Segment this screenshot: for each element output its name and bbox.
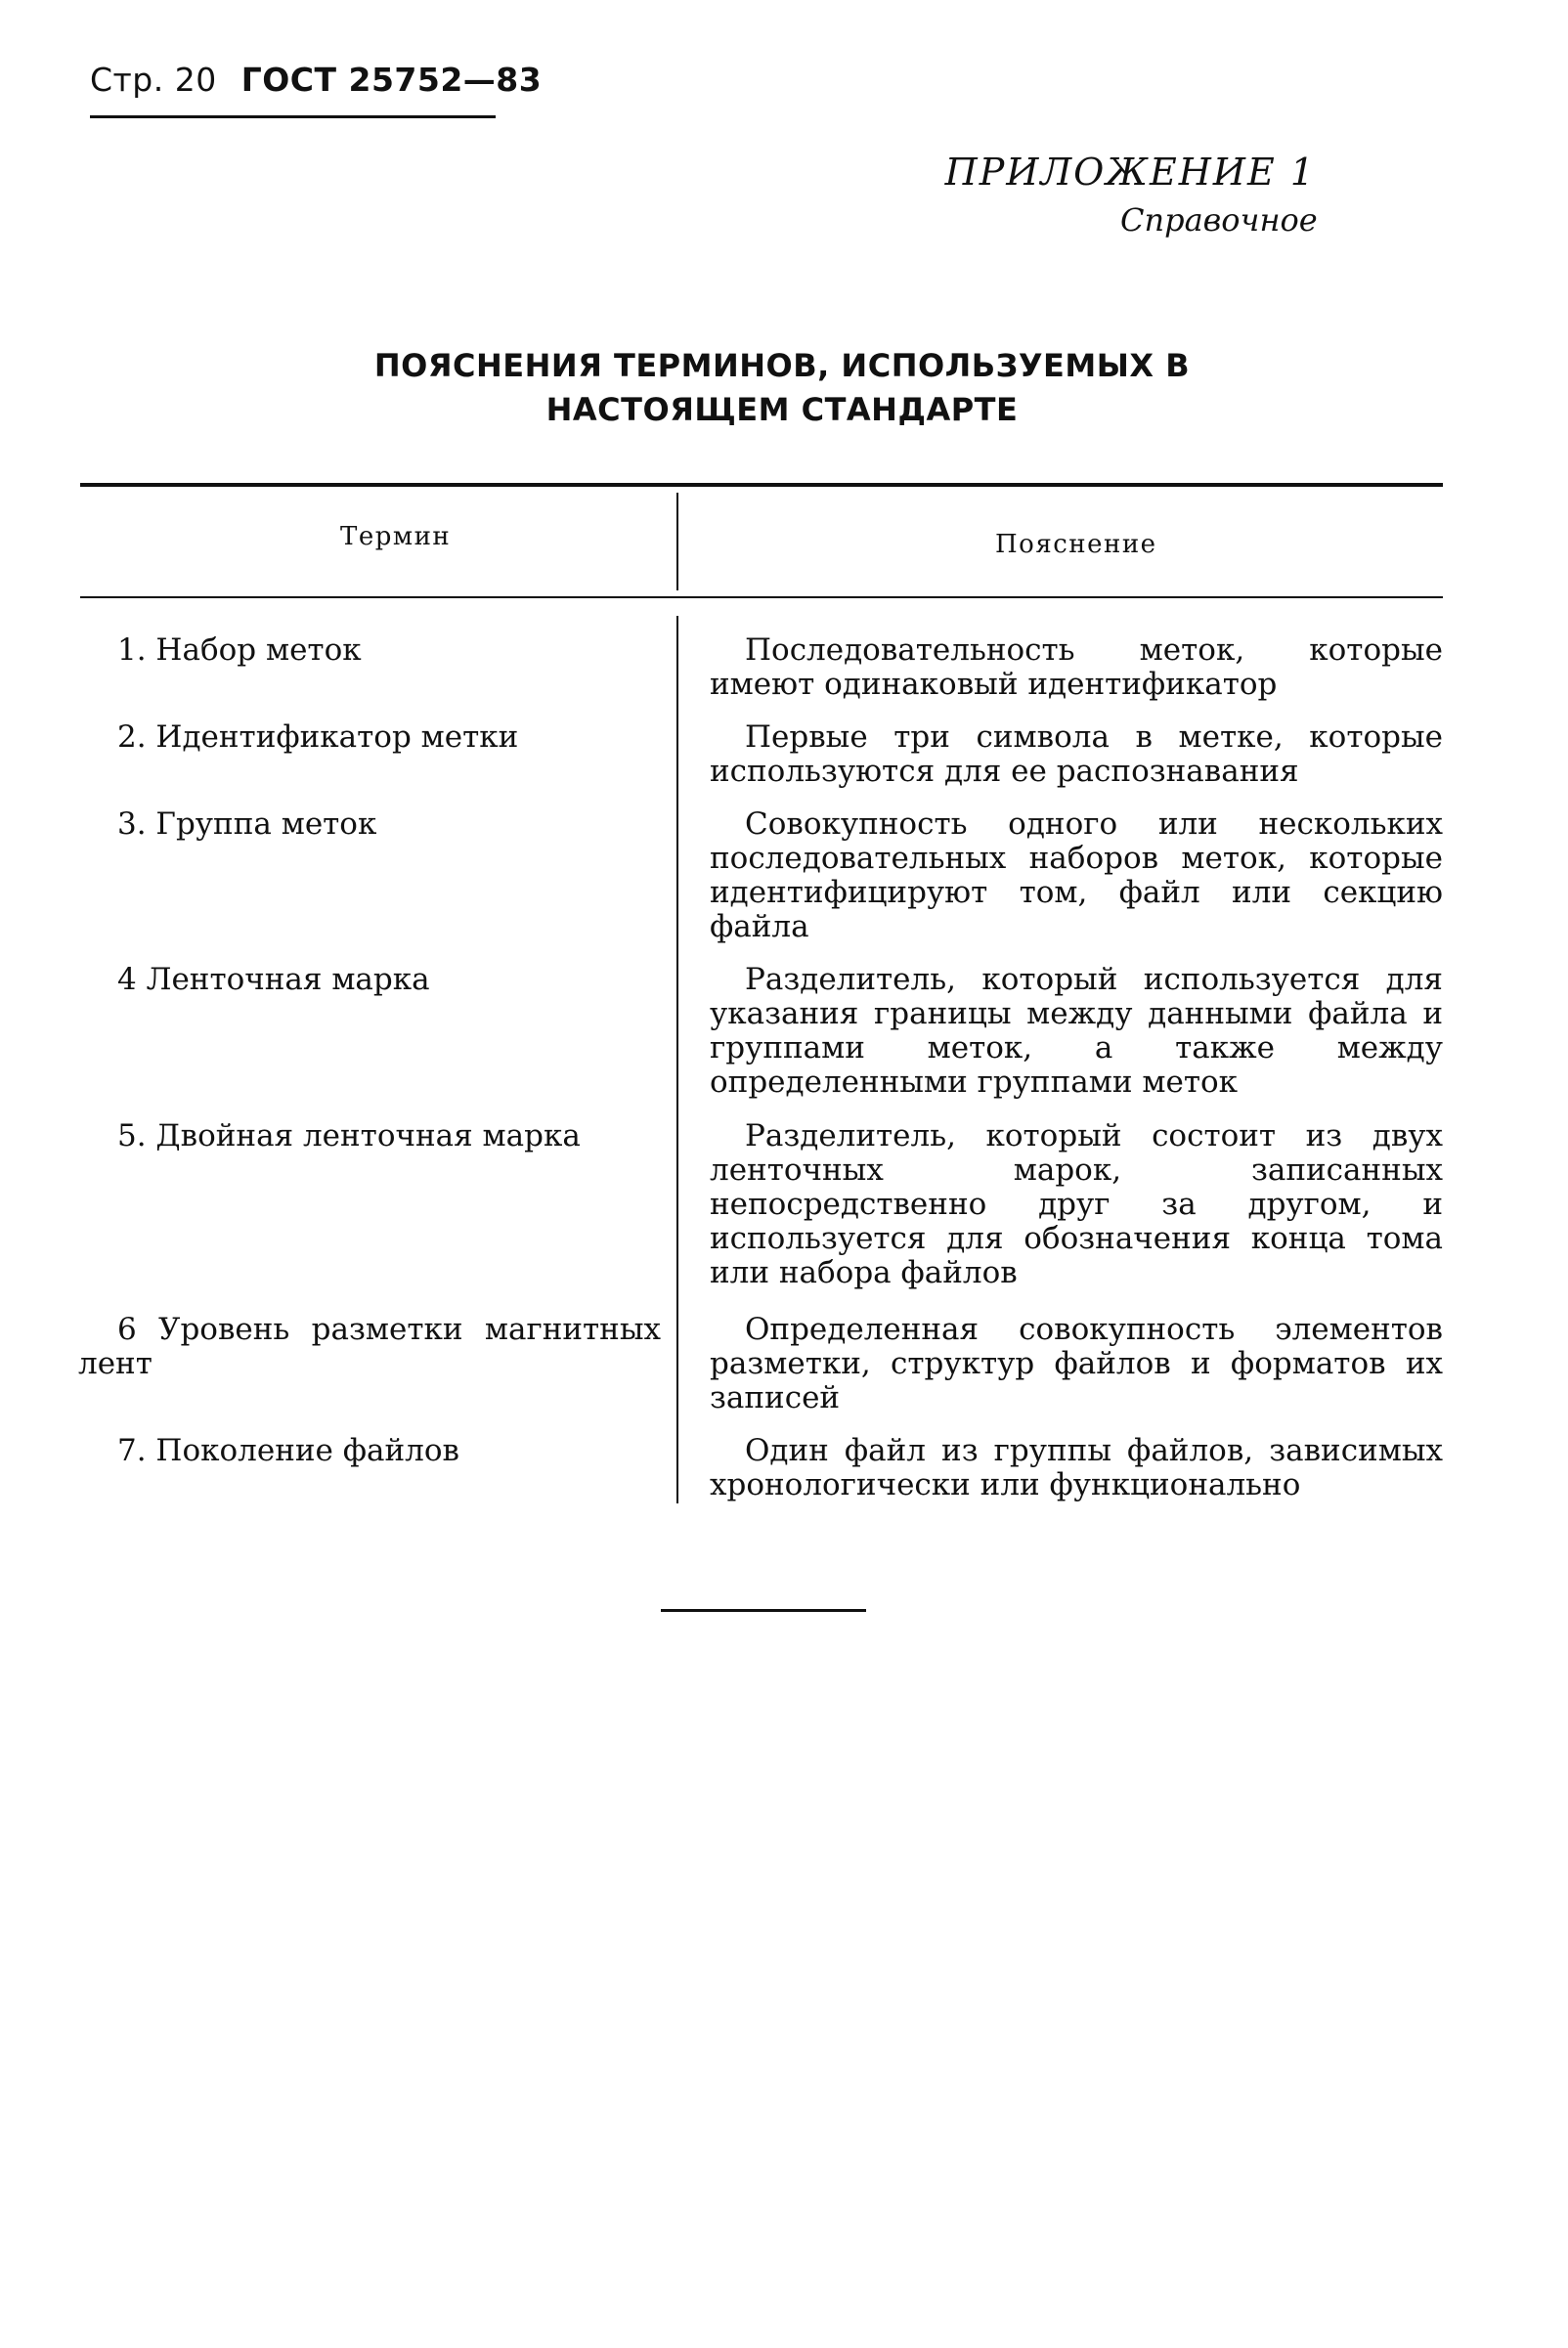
term-cell: 2. Идентификатор метки <box>117 719 519 755</box>
header-column-divider <box>676 493 678 590</box>
explanation-cell: Разделитель, который состоит из двух ленточных марок, записанных непосредственно друг за другом, и используется для обозначения конца тома или набора файлов <box>710 1118 1443 1290</box>
term-cell: 7. Поколение файлов <box>117 1433 459 1468</box>
column-header-explanation: Пояснение <box>995 530 1157 559</box>
body-column-divider <box>676 616 678 1503</box>
column-header-term: Термин <box>340 522 452 551</box>
term-cell: 6 Уровень разметки магнитных лент <box>78 1312 661 1381</box>
header-underline <box>90 115 496 118</box>
explanation-cell: Совокупность одного или нескольких последовательных наборов меток, которые идентифицируют том, файл или секцию файла <box>710 806 1443 944</box>
standard-number: ГОСТ 25752—83 <box>240 61 543 99</box>
document-title <box>254 344 1310 432</box>
appendix-title: ПРИЛОЖЕНИЕ 1 <box>944 151 1316 194</box>
page-number: Стр. 20 <box>90 61 217 99</box>
term-cell: 5. Двойная ленточная марка <box>117 1118 581 1153</box>
term-cell: 4 Ленточная марка <box>117 962 430 997</box>
explanation-cell: Последовательность меток, которые имеют одинаковый идентификатор <box>710 632 1443 702</box>
document-title-line-1: ПОЯСНЕНИЯ ТЕРМИНОВ, ИСПОЛЬЗУЕМЫХ В <box>373 347 1191 384</box>
table-top-rule <box>80 483 1443 487</box>
term-cell: 3. Группа меток <box>117 806 377 842</box>
appendix-subtitle: Справочное <box>1120 201 1318 239</box>
explanation-cell: Один файл из группы файлов, зависимых хронологически или функционально <box>710 1433 1443 1502</box>
table-header-rule <box>80 596 1443 598</box>
end-rule <box>661 1609 866 1612</box>
explanation-cell: Разделитель, который используется для указания границы между данными файла и группами меток, а также между определенными группами меток <box>710 962 1443 1100</box>
explanation-cell: Определенная совокупность элементов разметки, структур файлов и форматов их записей <box>710 1312 1443 1415</box>
term-cell: 1. Набор меток <box>117 632 362 668</box>
document-title-line-2: НАСТОЯЩЕМ СТАНДАРТЕ <box>545 391 1019 428</box>
page-header <box>90 61 542 99</box>
explanation-cell: Первые три символа в метке, которые используются для ее распознавания <box>710 719 1443 789</box>
